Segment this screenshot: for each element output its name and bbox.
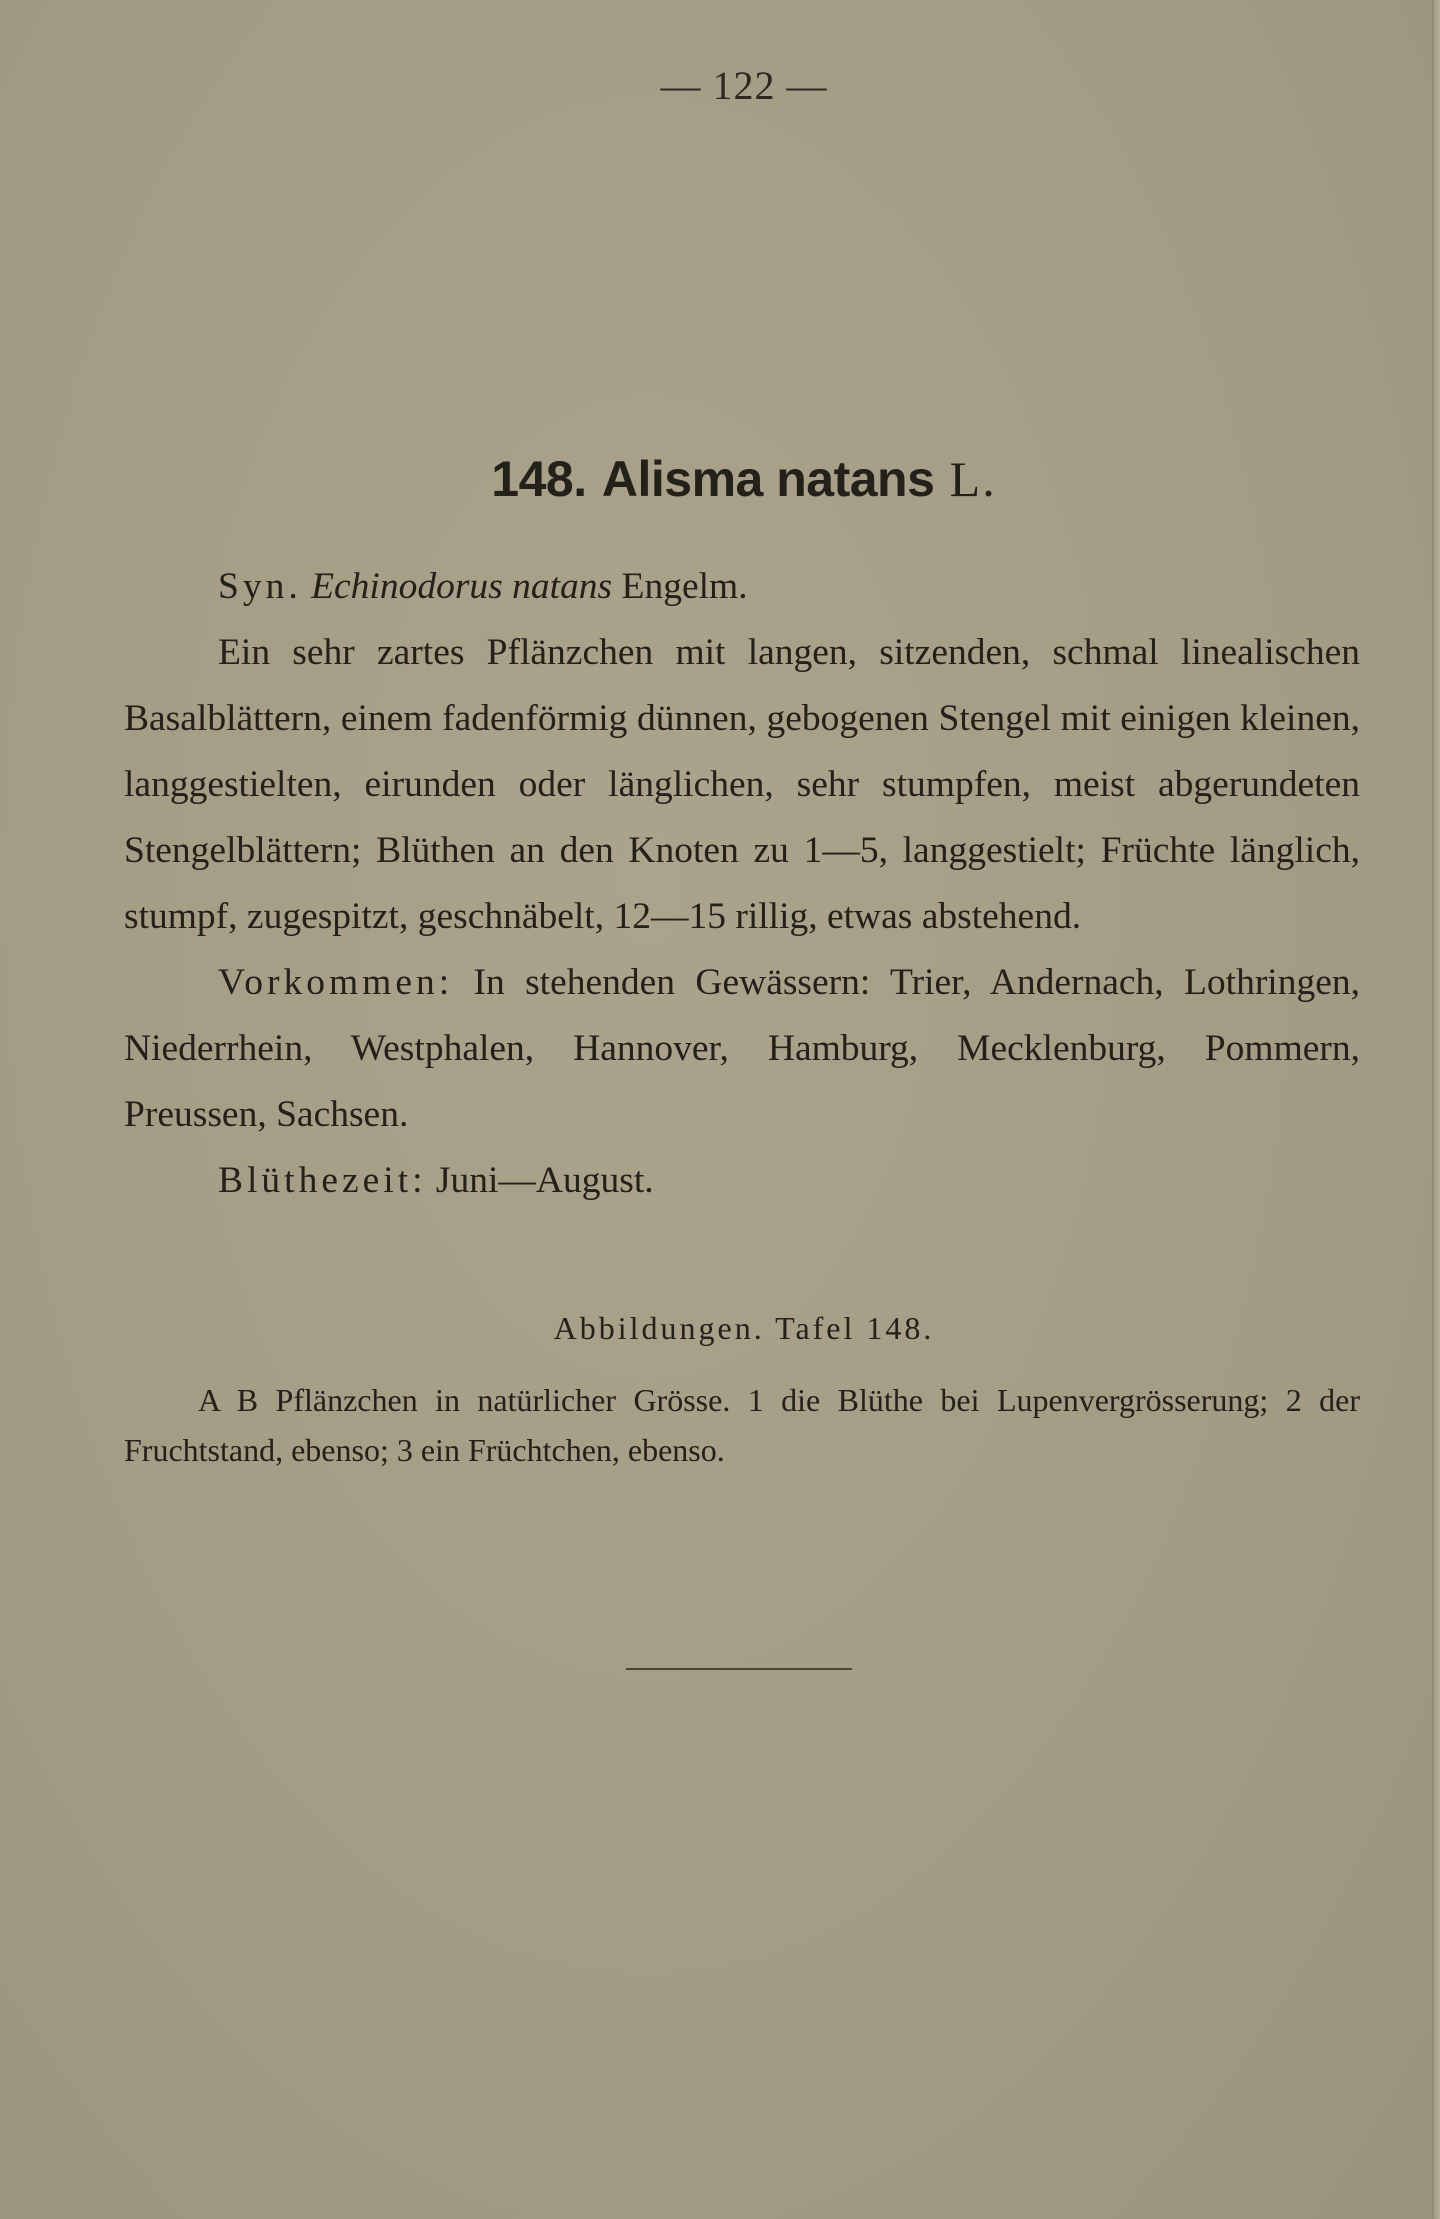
occurrence-text: In stehenden Gewässern: Trier, Andernach, Lothringen, Niederrhein, Westphalen, Hannover, Hamburg, Mecklenburg, Pommern, Preussen, Sachsen. — [124, 962, 1360, 1135]
figures-caption: A B Pflänzchen in natürlicher Grösse. 1 die Blüthe bei Lupenvergrösserung; 2 der Fruchtstand, ebenso; 3 ein Früchtchen, ebenso. — [124, 1382, 1360, 1468]
page-number: — 122 — — [660, 63, 828, 108]
synonym-paragraph — [124, 554, 1360, 620]
flowering-label: Blüthezeit: — [218, 1160, 427, 1201]
flowering-text: Juni—August. — [435, 1160, 654, 1201]
page-edge — [1432, 0, 1440, 2219]
occurrence-label: Vorkommen: — [218, 962, 454, 1003]
entry-number: 148. — [491, 451, 587, 507]
section-divider — [626, 1668, 852, 1670]
synonym-label: Syn. — [218, 566, 302, 607]
entry-title — [0, 450, 1440, 508]
entry-body — [124, 554, 1360, 1214]
figures-caption-block — [124, 1375, 1360, 1475]
species-author: L. — [949, 451, 997, 507]
species-name: Alisma natans — [601, 451, 935, 507]
occurrence-paragraph — [124, 950, 1360, 1148]
synonym-name: Echinodorus natans — [311, 566, 613, 607]
description-paragraph: Ein sehr zartes Pflänzchen mit langen, sitzenden, schmal linealischen Basalblättern, einem fadenförmig dünnen, gebogenen Stengel mit einigen kleinen, langgestielten, eirunden oder länglichen, sehr stumpfen, meist abgerundeten Stengelblättern; Blüthen an den Knoten zu 1—5, langgestielt; Früchte länglich, stumpf, zugespitzt, geschnäbelt, 12—15 rillig, etwas abstehend. — [124, 632, 1360, 937]
synonym-author: Engelm. — [621, 566, 748, 607]
figures-heading: Abbildungen. Tafel 148. — [553, 1310, 935, 1346]
flowering-paragraph — [124, 1148, 1360, 1214]
